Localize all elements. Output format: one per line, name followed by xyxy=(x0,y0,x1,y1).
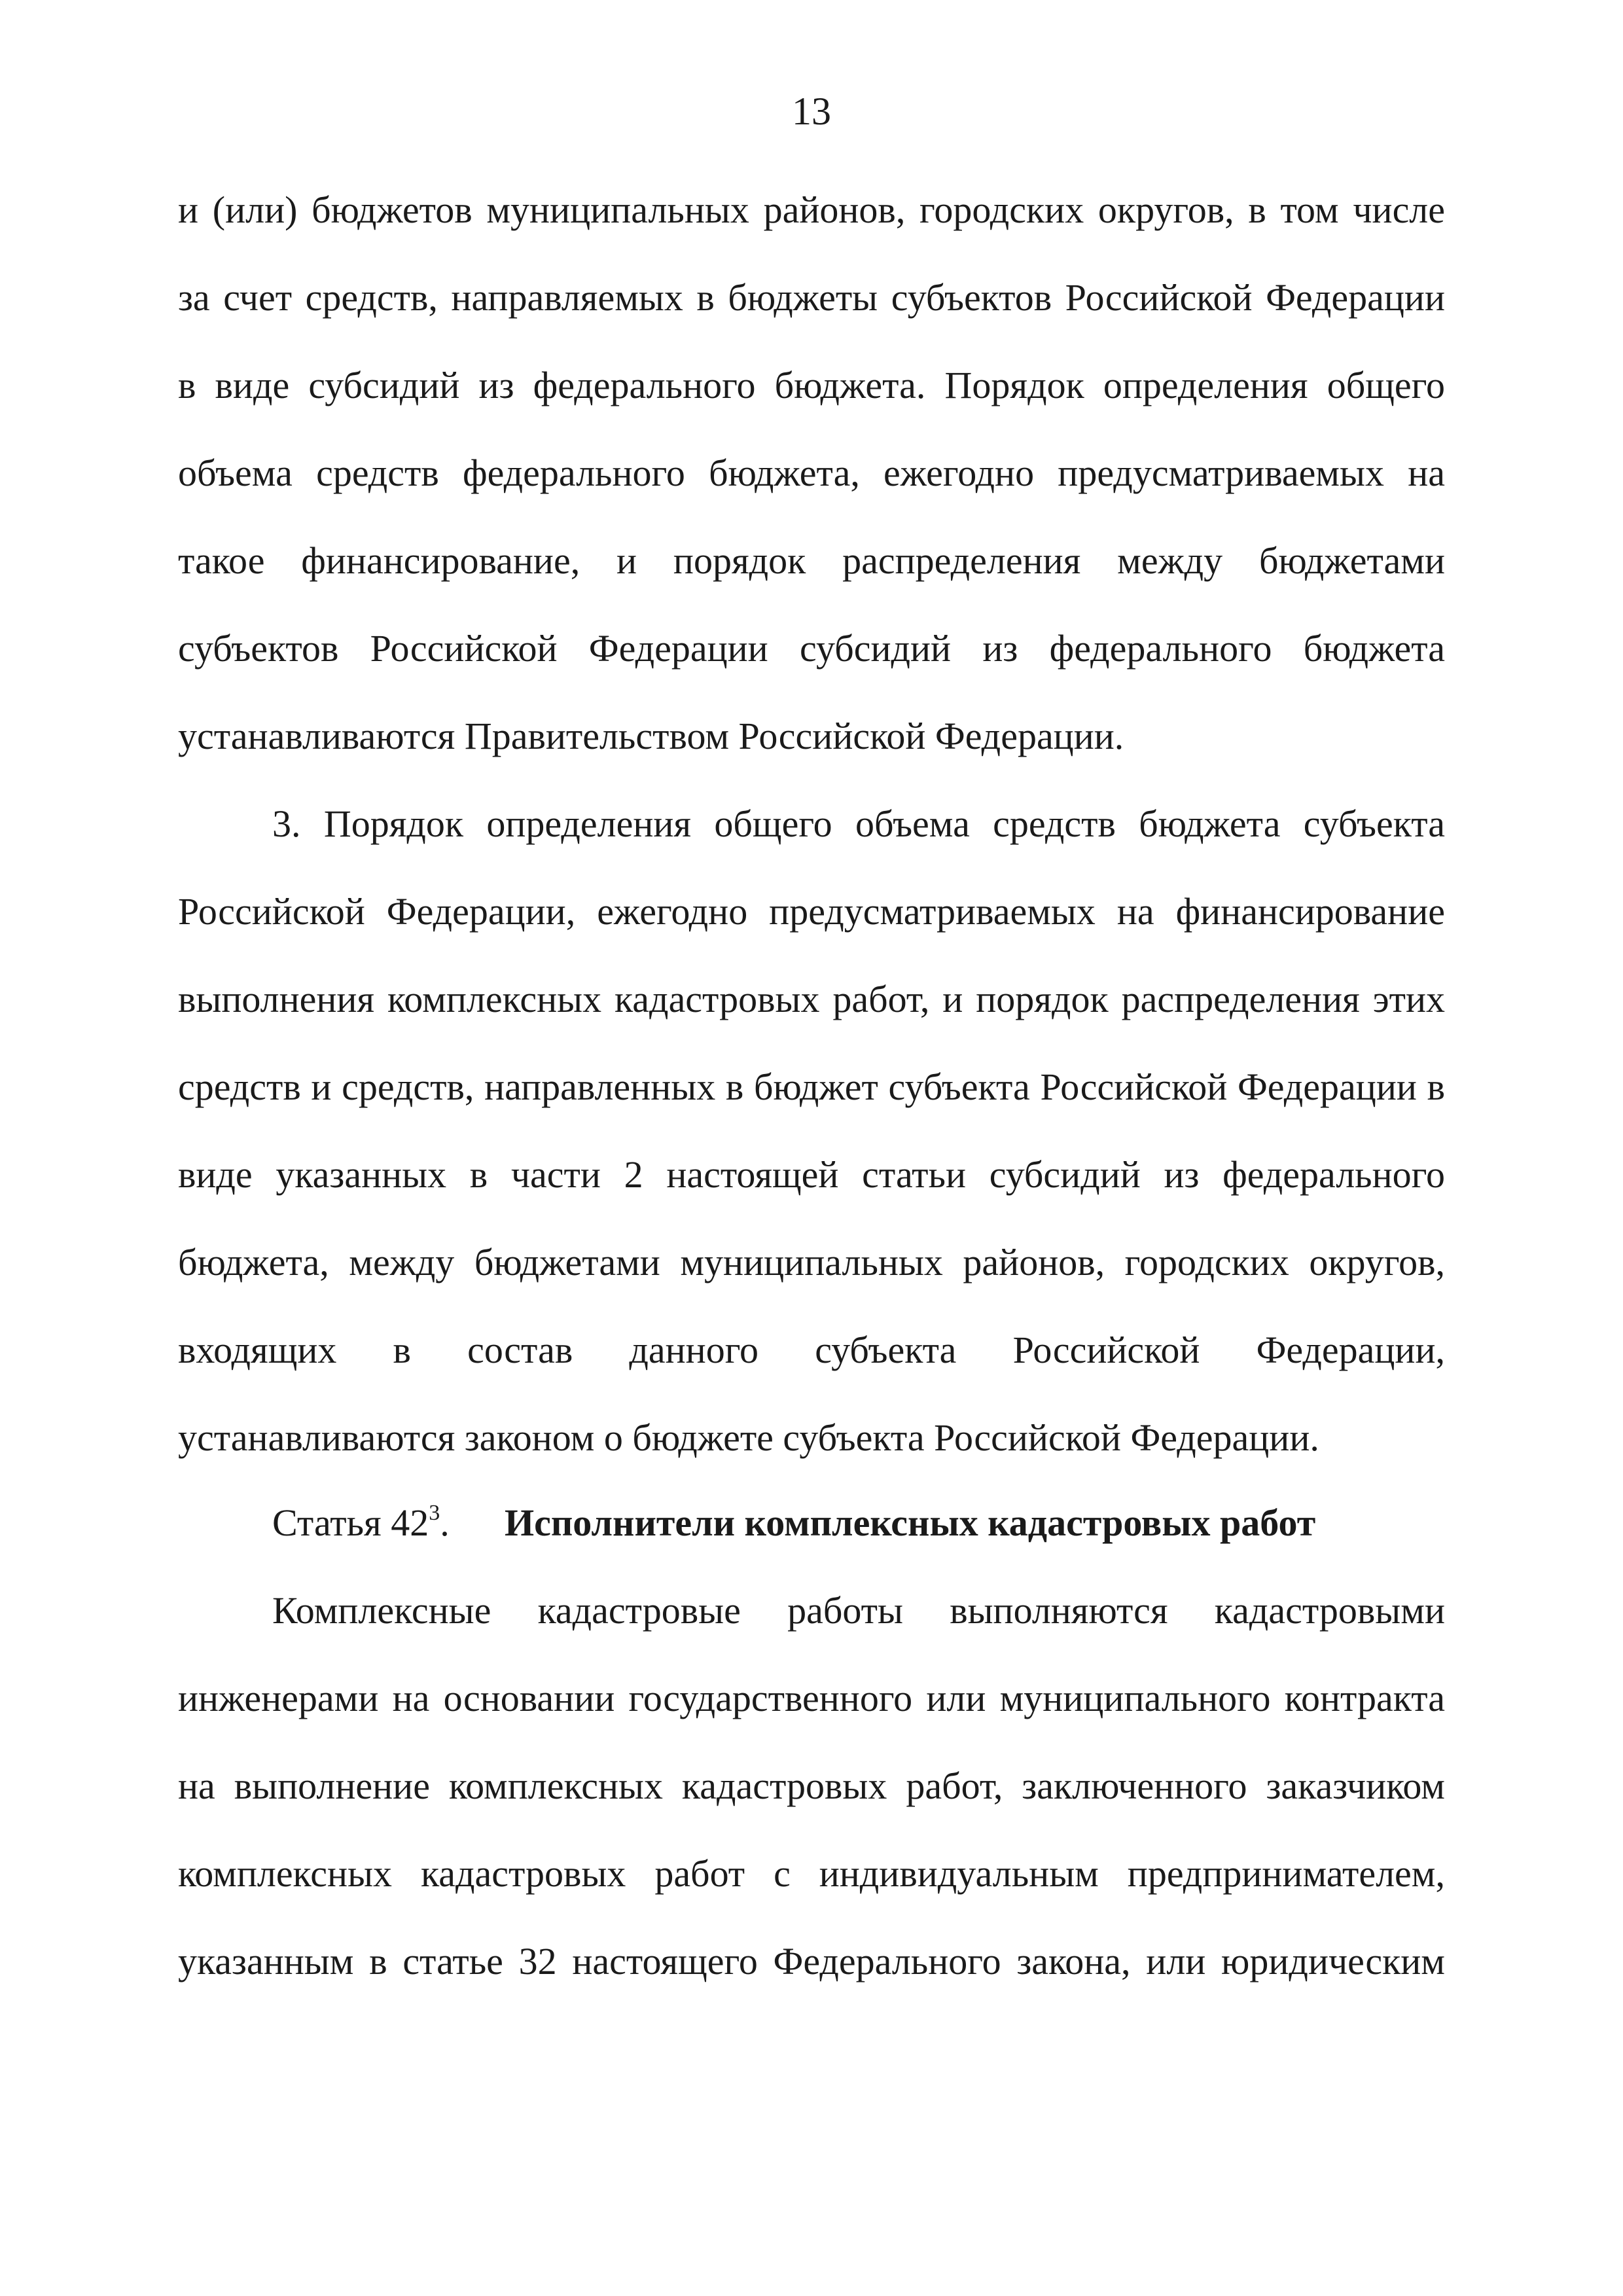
paragraph-3-line-3: на выполнение комплексных кадастровых работ, заключенного заказчиком xyxy=(178,1765,1445,1807)
article-title: Исполнители комплексных кадастровых работ xyxy=(505,1501,1316,1544)
paragraph-3-line-5: указанным в статье 32 настоящего Федерального закона, или юридическим xyxy=(178,1940,1445,1982)
article-prefix: Статья 42 xyxy=(272,1501,429,1544)
paragraph-2-line-3: выполнения комплексных кадастровых работ, и порядок распределения этих xyxy=(178,978,1445,1020)
paragraph-1-line-4: объема средств федерального бюджета, ежегодно предусматриваемых на xyxy=(178,452,1445,494)
paragraph-2-line-2: Российской Федерации, ежегодно предусматриваемых на финансирование xyxy=(178,890,1445,933)
paragraph-2-line-1: 3. Порядок определения общего объема средств бюджета субъекта xyxy=(272,802,1445,845)
paragraph-1-line-1: и (или) бюджетов муниципальных районов, городских округов, в том числе xyxy=(178,188,1445,231)
article-suffix: . xyxy=(440,1501,450,1544)
paragraph-3-line-4: комплексных кадастровых работ с индивидуальным предпринимателем, xyxy=(178,1852,1445,1895)
paragraph-1-line-5: такое финансирование, и порядок распределения между бюджетами xyxy=(178,539,1445,582)
paragraph-2-line-6: бюджета, между бюджетами муниципальных районов, городских округов, xyxy=(178,1241,1445,1283)
article-superscript: 3 xyxy=(429,1500,440,1525)
article-number xyxy=(272,1500,450,1544)
paragraph-2-line-4: средств и средств, направленных в бюджет субъекта Российской Федерации в xyxy=(178,1066,1445,1108)
paragraph-2-line-7: входящих в состав данного субъекта Российской Федерации, xyxy=(178,1329,1445,1371)
paragraph-3-line-2: инженерами на основании государственного или муниципального контракта xyxy=(178,1677,1445,1719)
paragraph-2-line-5: виде указанных в части 2 настоящей статьи субсидий из федерального xyxy=(178,1153,1445,1196)
paragraph-1-line-6: субъектов Российской Федерации субсидий из федерального бюджета xyxy=(178,627,1445,670)
paragraph-2-line-8: устанавливаются законом о бюджете субъекта Российской Федерации. xyxy=(178,1416,1319,1459)
page-number: 13 xyxy=(792,90,831,133)
paragraph-3-line-1: Комплексные кадастровые работы выполняются кадастровыми xyxy=(272,1589,1445,1632)
paragraph-1-line-2: за счет средств, направляемых в бюджеты субъектов Российской Федерации xyxy=(178,276,1445,319)
paragraph-1-line-7: устанавливаются Правительством Российской Федерации. xyxy=(178,715,1124,757)
paragraph-1-line-3: в виде субсидий из федерального бюджета. Порядок определения общего xyxy=(178,364,1445,406)
article-heading xyxy=(272,1500,1316,1544)
